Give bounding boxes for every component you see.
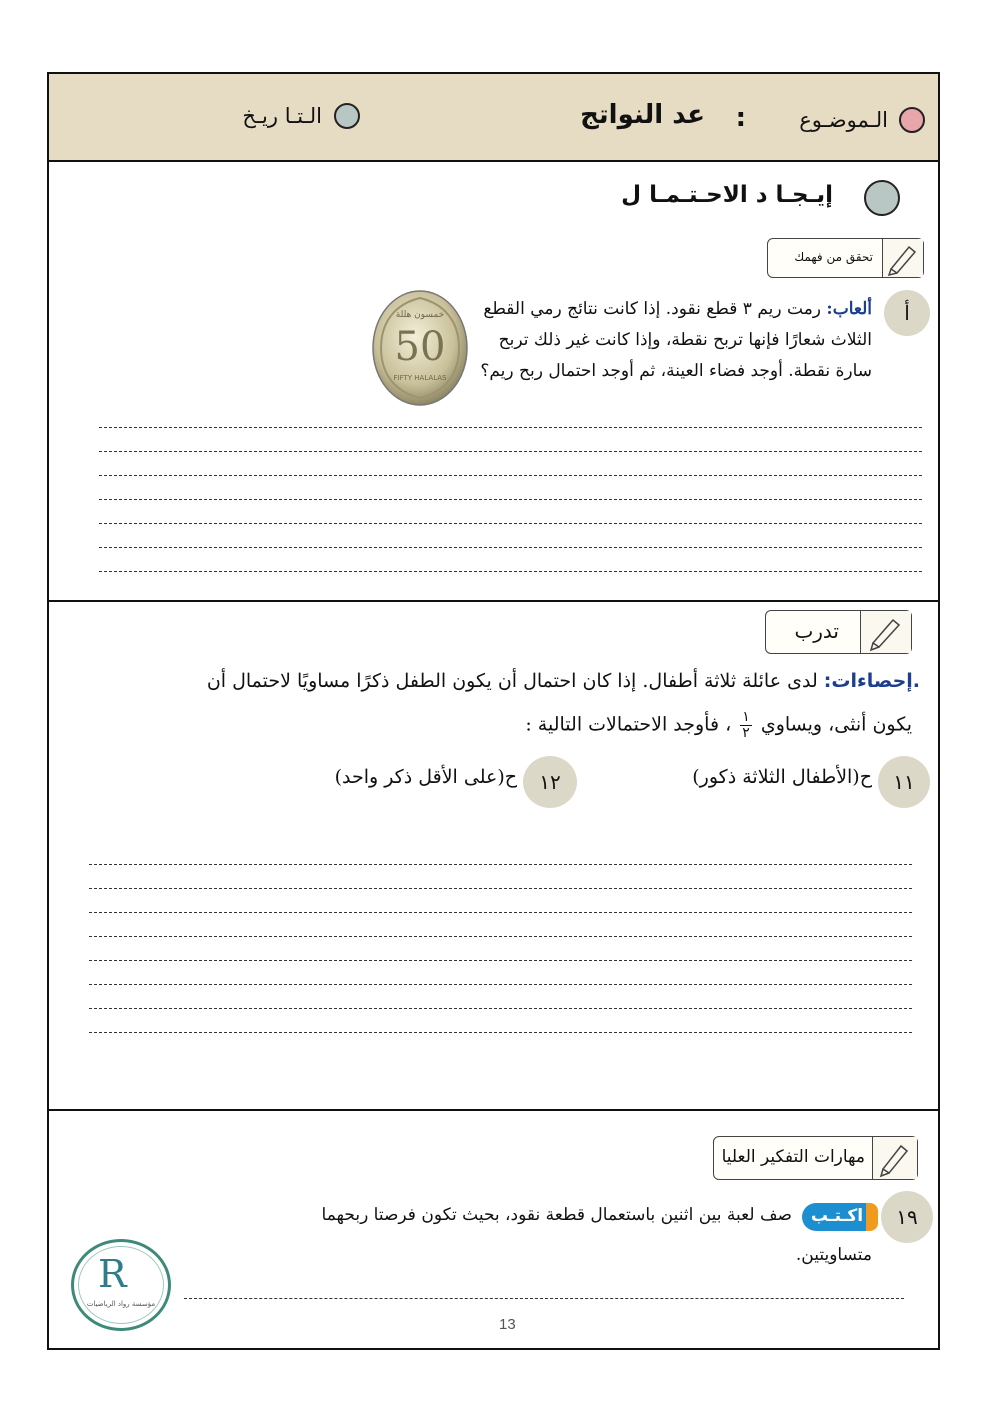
item-line-2: الثلاث شعارًا فإنها تربح نقطة، وإذا كانت غير ذلك تربح <box>498 330 872 350</box>
answer-line <box>99 571 922 572</box>
logo-caption: مؤسسة رواد الرياضيات <box>86 1300 156 1308</box>
section-title: إيـجـا د الاحـتـمـا ل <box>621 182 833 208</box>
subject-value: عد النواتج <box>580 100 705 130</box>
higher-thinking-tag <box>713 1136 918 1180</box>
practice-tag <box>765 610 912 654</box>
subject-label: الـموضـوع <box>799 108 888 132</box>
practice-line-2 <box>525 710 912 741</box>
answer-line <box>89 912 912 913</box>
pencil-icon <box>882 239 923 277</box>
practice-text-2a: يكون أنثى، ويساوي <box>760 713 912 736</box>
q11-text: ح(الأطفال الثلاثة ذكور) <box>692 766 872 788</box>
answer-line <box>89 960 912 961</box>
write-badge-label: اكـتـب <box>810 1206 864 1226</box>
practice-text-1: لدى عائلة ثلاثة أطفال. إذا كان احتمال أن يكون الطفل ذكرًا مساويًا لاحتمال أن <box>206 670 818 692</box>
answer-line <box>99 523 922 524</box>
q19-badge: ١٩ <box>881 1191 933 1243</box>
answer-line <box>89 936 912 937</box>
section-practice <box>49 602 938 1111</box>
date-circle-icon <box>334 103 360 129</box>
coin-value: 50 <box>394 324 446 370</box>
answer-line <box>99 451 922 452</box>
worksheet-frame <box>47 72 940 1350</box>
item-line-1 <box>483 299 872 319</box>
answer-line <box>89 1032 912 1033</box>
check-understanding-tag <box>767 238 924 278</box>
pencil-icon <box>872 1137 917 1179</box>
q12-text: ح(على الأقل ذكر واحد) <box>334 766 517 788</box>
answer-line <box>89 888 912 889</box>
coin-image <box>371 290 469 406</box>
answer-line <box>99 475 922 476</box>
section-higher-thinking <box>49 1111 938 1350</box>
coin-top-text: خمسون هللة <box>395 310 445 320</box>
answer-line <box>89 984 912 985</box>
item-keyword: ألعاب: <box>826 299 872 319</box>
check-understanding-label: تحقق من فهمك <box>794 250 873 264</box>
subject-colon: : <box>735 103 746 133</box>
pencil-icon <box>860 611 911 653</box>
answer-line <box>99 547 922 548</box>
subject-circle-icon <box>899 107 925 133</box>
section-find-probability <box>49 162 938 602</box>
q11-badge: ١١ <box>878 756 930 808</box>
fraction-denominator: ٢ <box>742 725 750 741</box>
item-line-3: سارة نقطة. أوجد فضاء العينة، ثم أوجد احتمال ربح ريم؟ <box>480 361 872 381</box>
write-badge <box>802 1203 872 1231</box>
answer-line <box>99 427 922 428</box>
fraction-numerator: ١ <box>742 709 750 725</box>
coin-bottom-text: FIFTY HALALAS <box>393 374 447 382</box>
practice-line-1 <box>207 670 920 692</box>
higher-thinking-label: مهارات التفكير العليا <box>721 1147 865 1167</box>
publisher-logo <box>71 1239 171 1331</box>
header-bar <box>49 74 938 162</box>
practice-text-2b: ، فأوجد الاحتمالات التالية : <box>525 713 732 736</box>
q12-badge: ١٢ <box>523 756 577 808</box>
q19-line-2: متساويتين. <box>795 1245 872 1265</box>
practice-keyword: .إحصاءات: <box>823 670 920 692</box>
q19-line-1: صف لعبة بين اثنين باستعمال قطعة نقود، بحيث تكون فرصتا ربحهما <box>321 1205 792 1225</box>
title-circle-icon <box>864 180 900 216</box>
logo-letter: R <box>98 1252 127 1296</box>
answer-line <box>89 1008 912 1009</box>
page-number: 13 <box>499 1316 516 1333</box>
item-letter-badge: أ <box>884 290 930 336</box>
fraction <box>740 710 752 741</box>
answer-line <box>184 1298 904 1299</box>
date-label: الـتـا ريـخ <box>242 104 322 128</box>
answer-line <box>89 864 912 865</box>
practice-label: تدرب <box>794 619 839 643</box>
item-text-1: رمت ريم ٣ قطع نقود. إذا كانت نتائج رمي القطع <box>483 299 822 319</box>
answer-line <box>99 499 922 500</box>
